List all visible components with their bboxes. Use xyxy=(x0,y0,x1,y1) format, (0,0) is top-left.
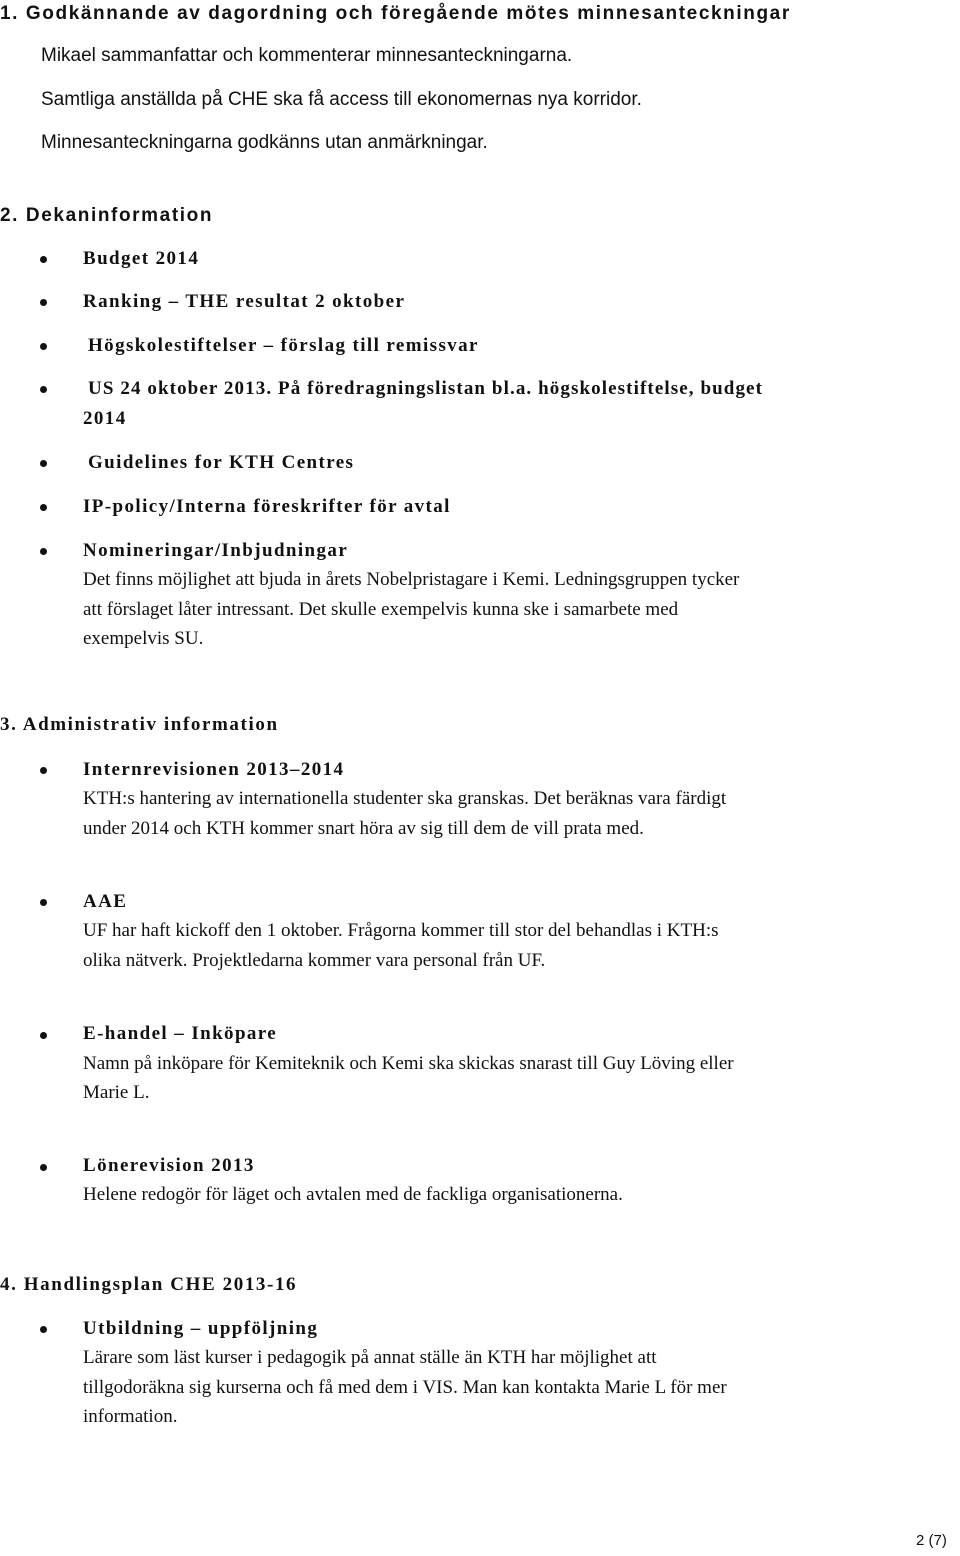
agenda-item-body: att förslaget låter intressant. Det skulle exempelvis kunna ske i samarbete med xyxy=(83,599,679,620)
agenda-item-body: information. xyxy=(83,1406,178,1427)
agenda-item-title: Internrevisionen 2013–2014 xyxy=(83,759,345,780)
agenda-item-body: under 2014 och KTH kommer snart höra av sig till dem de vill prata med. xyxy=(83,818,644,839)
bullet-icon xyxy=(40,1326,47,1333)
agenda-item-title: AAE xyxy=(83,891,128,912)
agenda-item-body: Det finns möjlighet att bjuda in årets Nobelpristagare i Kemi. Ledningsgruppen tycker xyxy=(83,569,740,590)
bullet-icon xyxy=(40,1032,47,1039)
agenda-item-title: IP-policy/Interna föreskrifter för avtal xyxy=(83,496,451,517)
agenda-item-body: Lärare som läst kurser i pedagogik på annat ställe än KTH har möjlighet att xyxy=(83,1347,657,1368)
bullet-icon xyxy=(40,460,47,467)
bullet-icon xyxy=(40,256,47,263)
section-1-line: Mikael sammanfattar och kommenterar minnesanteckningarna. xyxy=(41,45,573,66)
agenda-item-title: Lönerevision 2013 xyxy=(83,1155,255,1176)
bullet-icon xyxy=(40,899,47,906)
bullet-icon xyxy=(40,386,47,393)
section-1-line: Minnesanteckningarna godkänns utan anmärkningar. xyxy=(41,132,488,153)
agenda-item-body: Marie L. xyxy=(83,1082,150,1103)
bullet-icon xyxy=(40,504,47,511)
bullet-icon xyxy=(40,299,47,306)
section-2-heading: 2. Dekaninformation xyxy=(0,205,214,226)
agenda-item-title: Nomineringar/Inbjudningar xyxy=(83,540,349,561)
bullet-icon xyxy=(40,1164,47,1171)
bullet-icon xyxy=(40,548,47,555)
agenda-item-title-continued: 2014 xyxy=(83,408,127,429)
agenda-item-body: exempelvis SU. xyxy=(83,628,204,649)
agenda-item-body: olika nätverk. Projektledarna kommer vara personal från UF. xyxy=(83,950,546,971)
agenda-item-title: E-handel – Inköpare xyxy=(83,1023,278,1044)
page-number: 2 (7) xyxy=(916,1532,947,1549)
agenda-item-body: KTH:s hantering av internationella studenter ska granskas. Det beräknas vara färdigt xyxy=(83,788,727,809)
bullet-icon xyxy=(40,767,47,774)
agenda-item-title: Utbildning – uppföljning xyxy=(83,1318,319,1339)
section-1-heading: 1. Godkännande av dagordning och föregående mötes minnesanteckningar xyxy=(0,3,791,24)
agenda-item-title: US 24 oktober 2013. På föredragningslistan bl.a. högskolestiftelse, budget xyxy=(88,378,764,399)
agenda-item-title: Guidelines for KTH Centres xyxy=(88,452,355,473)
agenda-item-body: Helene redogör för läget och avtalen med de fackliga organisationerna. xyxy=(83,1184,623,1205)
agenda-item-body: UF har haft kickoff den 1 oktober. Frågorna kommer till stor del behandlas i KTH:s xyxy=(83,920,719,941)
section-1-line: Samtliga anställda på CHE ska få access till ekonomernas nya korridor. xyxy=(41,89,642,110)
agenda-item-body: tillgodoräkna sig kurserna och få med dem i VIS. Man kan kontakta Marie L för mer xyxy=(83,1377,727,1398)
agenda-item-title: Budget 2014 xyxy=(83,248,200,269)
section-4-heading: 4. Handlingsplan CHE 2013-16 xyxy=(0,1274,298,1295)
agenda-item-title: Högskolestiftelser – förslag till remissvar xyxy=(88,335,479,356)
section-3-heading: 3. Administrativ information xyxy=(0,714,279,735)
agenda-item-title: Ranking – THE resultat 2 oktober xyxy=(83,291,406,312)
bullet-icon xyxy=(40,343,47,350)
agenda-item-body: Namn på inköpare för Kemiteknik och Kemi ska skickas snarast till Guy Löving eller xyxy=(83,1053,734,1074)
